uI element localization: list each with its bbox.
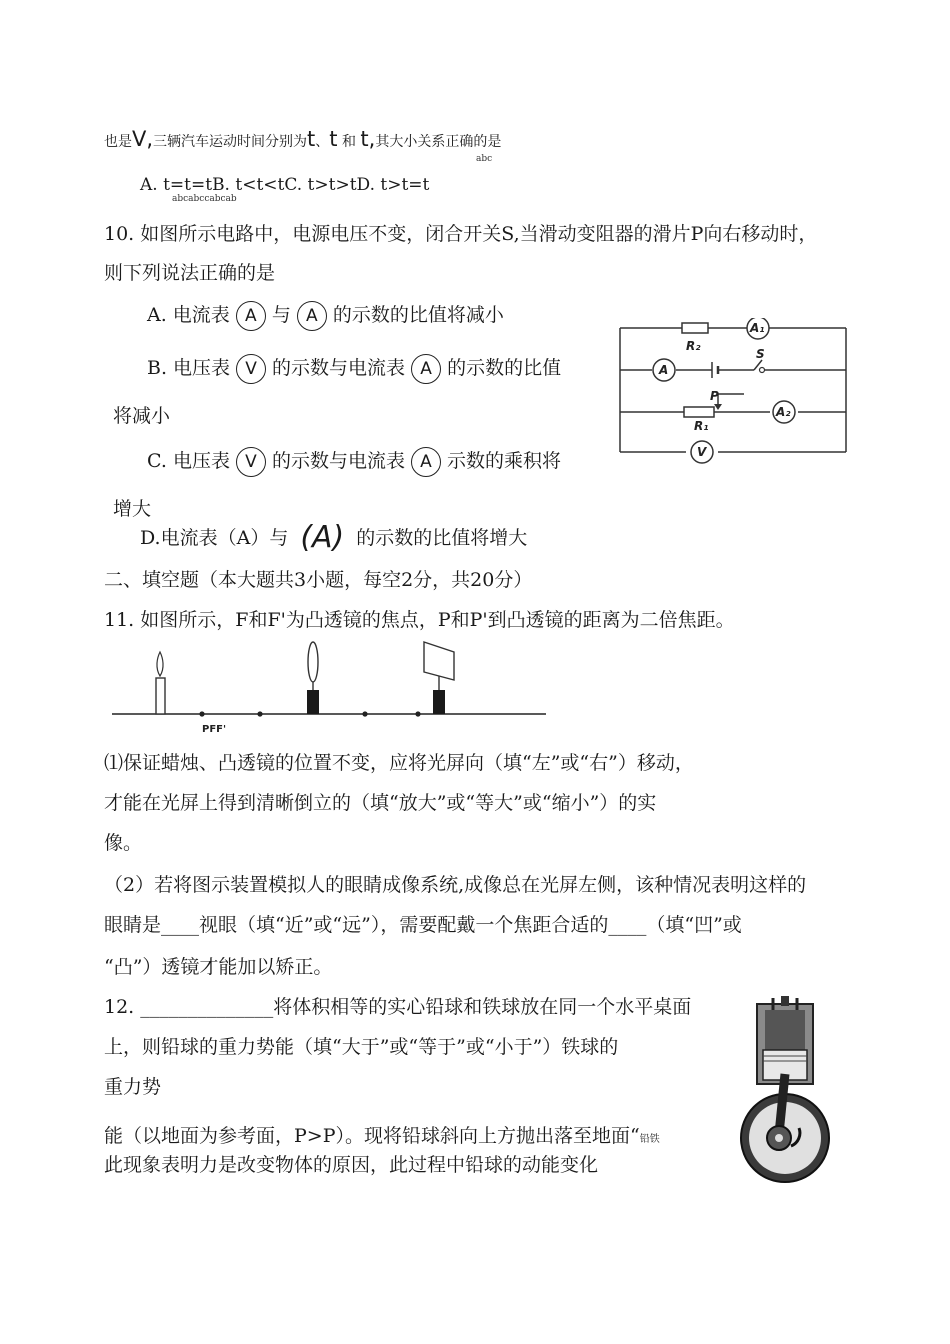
q10-option-b-mid: 的示数与电流表 [272,357,406,379]
q9-t3: t, [360,127,376,151]
label-r2: R₂ [686,339,701,353]
q10-option-d-big: (A) [300,520,345,555]
q10-option-a [147,301,504,331]
q10-option-c-pre: C. 电压表 [147,450,230,472]
q10-stem-line1: 10. 如图所示电路中，电源电压不变，闭合开关S,当滑动变阻器的滑片P向右移动时， [104,223,818,245]
q9-mid: 三辆汽车运动时间分别为 [153,134,308,150]
q10-option-a-post: 的示数的比值将减小 [332,304,504,326]
light-screen-icon [424,642,454,680]
q9-tail-line [104,126,501,155]
q10-option-c-post: 示数的乘积将 [446,450,561,472]
voltmeter-meter-icon: V [236,447,266,477]
label-a2: A₂ [776,405,791,419]
q10-option-b-line2: 将减小 [113,405,171,427]
point-p-marker [199,711,204,716]
circuit-diagram [614,318,854,466]
q11-stem: 11. 如图所示，F和F'为凸透镜的焦点，P和P'到凸透镜的距离为二倍焦距。 [104,609,735,631]
q12-line1: 12. ______________将体积相等的实心铅球和铁球放在同一个水平桌面 [104,996,692,1018]
switch-contact [760,368,765,373]
q10-option-b-post: 的示数的比值 [447,357,562,379]
q11-part2-line1: （2）若将图示装置模拟人的眼睛成像系统,成像总在光屏左侧，该种情况表明这样的 [104,874,807,896]
q11-part1-line1: ⑴保证蜡烛、凸透镜的位置不变，应将光屏向（填“左”或“右”）移动， [104,752,694,774]
q9-options-sub: abcabccabcab [172,194,237,204]
label-a1: A₁ [750,321,765,335]
label-s: S [756,347,765,361]
candle-flame-icon [157,652,163,676]
lens-holder [307,690,319,714]
q10-option-d-pre: D.电流表（A）与 [140,527,289,549]
q11-part2-line3: “凸”）透镜才能加以矫正。 [104,956,333,978]
engine-piston-picture [735,996,835,1186]
q10-option-c [147,447,561,477]
q12-line4 [104,1123,660,1153]
q12-line2: 上，则铅球的重力势能（填“大于”或“等于”或“小于”）铁球的 [104,1036,619,1058]
q9-options: A. t=t=tB. t<t<tC. t>t>tD. t>t=t [140,175,430,195]
q10-option-a-pre: A. 电流表 [147,304,230,326]
resistor-r1 [684,407,714,417]
q12-line4-small: 铅铁 [639,1134,660,1145]
resistor-r2 [682,323,708,333]
point-f-prime-marker [362,711,367,716]
q9-prefix: 也是 [104,134,132,150]
candle-icon [156,678,165,714]
q10-option-d-post: 的示数的比值将增大 [356,527,528,549]
ammeter-meter-icon: A [236,301,266,331]
q12-line4-text: 能（以地面为参考面，P>P）。现将铅球斜向上方抛出落至地面“ [104,1125,640,1147]
screen-holder [433,690,445,714]
label-p: P [710,389,719,403]
q11-part2-line2: 眼睛是____视眼（填“近”或“远”），需要配戴一个焦距合适的____（填“凹”或 [104,914,742,936]
q11-part1-line2: 才能在光屏上得到清晰倒立的（填“放大”或“等大”或“缩小”）的实 [104,792,657,814]
voltmeter-meter-icon: V [236,354,266,384]
ammeter-meter-icon: A [411,354,441,384]
optical-bench-diagram [106,640,556,735]
slider-arrow-icon [714,404,722,410]
section2-heading: 二、填空题（本大题共3小题，每空2分，共20分） [104,569,533,591]
label-v: V [697,445,707,459]
q10-stem-line2: 则下列说法正确的是 [104,262,276,284]
q12-line5: 此现象表明力是改变物体的原因，此过程中铅球的动能变化 [104,1154,599,1176]
q9-sep1: 、 [315,134,330,150]
q12-line3: 重力势 [104,1076,162,1098]
q10-option-b-pre: B. 电压表 [147,357,231,379]
label-a: A [659,363,669,377]
q11-part1-line3: 像。 [104,832,143,854]
label-r1: R₁ [694,419,709,433]
point-f-marker [257,711,262,716]
q9-t2: t [329,127,338,151]
q9-t1: t [307,127,316,151]
q10-option-b [147,354,561,384]
point-p-prime-marker [415,711,420,716]
q9-suffix: 其大小关系正确的是 [375,134,502,150]
q10-option-c-mid: 的示数与电流表 [271,450,405,472]
bench-point-label: PFF' [202,724,227,735]
q10-option-a-mid: 与 [271,304,291,326]
q9-sub-abc: abc [476,154,493,164]
q9-v: V, [132,127,154,151]
ammeter-meter-icon: A [297,301,327,331]
convex-lens-icon [308,642,318,682]
q9-and: 和 [337,134,361,150]
q10-option-d [140,520,528,555]
q10-option-c-line2: 增大 [113,498,152,520]
ammeter-meter-icon: A [411,447,441,477]
